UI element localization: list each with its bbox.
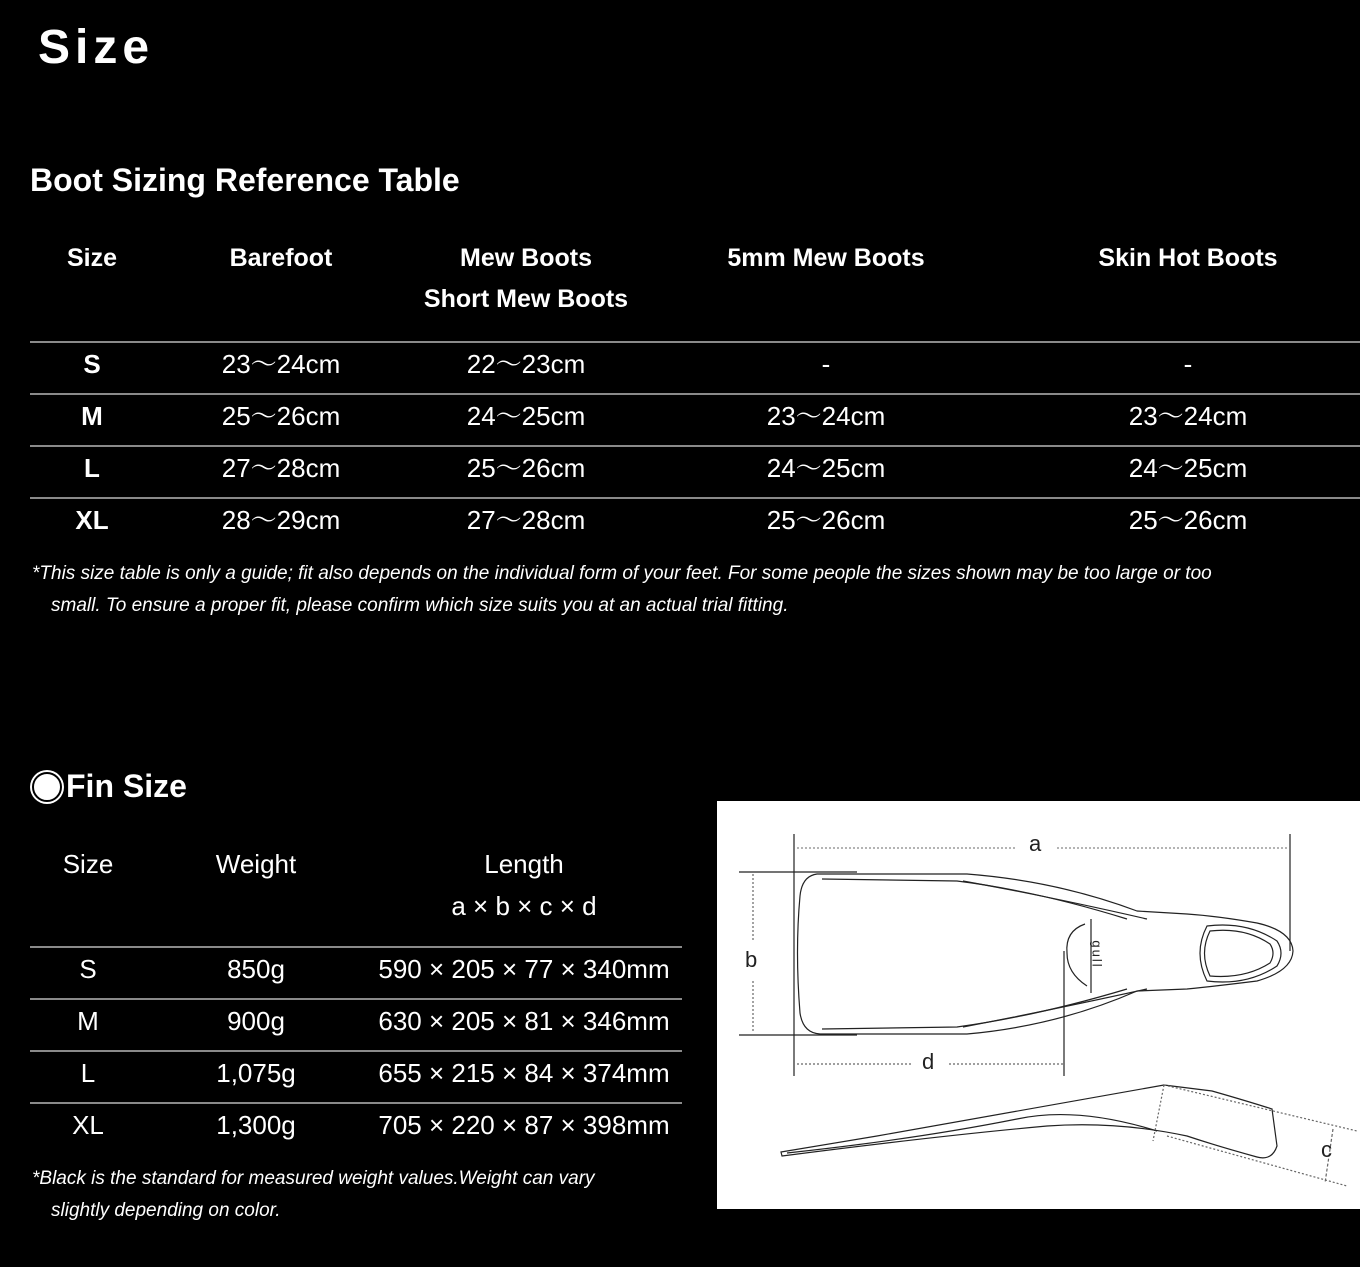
- header-line: Mew Boots: [460, 244, 592, 272]
- dim-label-c: c: [1321, 1137, 1332, 1162]
- fin-rib-bottom: [822, 989, 1127, 1029]
- fin-size-title-text: Fin Size: [66, 768, 187, 804]
- cell-length: 705 × 220 × 87 × 398mm: [378, 1110, 670, 1140]
- fin-header-length: [451, 843, 596, 927]
- header-line-2: a × b × c × d: [451, 891, 597, 921]
- cell-mew-boots: 24～25cm: [466, 401, 586, 431]
- table-rule: [30, 946, 682, 948]
- header-line: Length: [484, 849, 564, 879]
- boot-note-line2: small. To ensure a proper fit, please confirm which size suits you at an actual trial fitting.: [51, 595, 789, 616]
- cell-size: S: [83, 349, 101, 379]
- dim-c-top: [1164, 1085, 1357, 1131]
- cell-length: 630 × 205 × 81 × 346mm: [378, 1006, 670, 1036]
- header-line: Skin Hot Boots: [1098, 244, 1278, 272]
- fin-side-view: [781, 1085, 1277, 1158]
- header-line: 5mm Mew Boots: [727, 244, 925, 272]
- cell-barefoot: 25～26cm: [221, 401, 341, 431]
- boot-header-skin-hot-boots: [1098, 238, 1277, 279]
- fin-rib-top: [822, 879, 1127, 919]
- table-rule: [30, 497, 1360, 499]
- fin-shield: [1067, 924, 1087, 986]
- boot-header-5mm-mew-boots: [727, 238, 924, 279]
- cell-weight: 900g: [227, 1006, 285, 1036]
- header-line: Weight: [215, 849, 297, 879]
- cell-5mm-mew-boots: 23～24cm: [766, 401, 886, 431]
- cell-weight: 850g: [227, 954, 285, 984]
- fin-header-weight: [216, 843, 296, 885]
- cell-size: L: [80, 1058, 96, 1088]
- boot-header-barefoot: [230, 238, 333, 279]
- dim-label-b: b: [745, 947, 758, 972]
- cell-skin-hot-boots: 23～24cm: [1128, 401, 1248, 431]
- cell-mew-boots: 22～23cm: [466, 349, 586, 379]
- cell-barefoot: 23～24cm: [221, 349, 341, 379]
- page-title: Size: [38, 21, 155, 74]
- dim-c-bottom: [1167, 1136, 1347, 1186]
- cell-size: L: [84, 453, 100, 483]
- dim-label-d: d: [922, 1049, 935, 1074]
- cell-skin-hot-boots: 25～26cm: [1128, 505, 1248, 535]
- cell-5mm-mew-boots: -: [821, 349, 831, 379]
- bullet-circle-icon: [32, 772, 62, 802]
- boot-header-mew-boots: [424, 238, 628, 320]
- table-rule: [30, 445, 1360, 447]
- fin-drawing: [717, 801, 1360, 1209]
- cell-5mm-mew-boots: 25～26cm: [766, 505, 886, 535]
- fin-outline: [798, 874, 1294, 1034]
- fin-header-size: [63, 843, 114, 885]
- boot-header-size: [67, 238, 117, 279]
- foot-pocket-inner: [1205, 930, 1274, 976]
- cell-5mm-mew-boots: 24～25cm: [766, 453, 886, 483]
- cell-length: 655 × 215 × 84 × 374mm: [378, 1058, 670, 1088]
- boot-note-line1: *This size table is only a guide; fit also depends on the individual form of your feet. For some people the sizes shown may be too large or too: [32, 563, 1212, 584]
- dim-c-heel: [1153, 1085, 1164, 1141]
- cell-weight: 1,075g: [216, 1058, 296, 1088]
- cell-length: 590 × 205 × 77 × 340mm: [378, 954, 670, 984]
- fin-size-title: [32, 768, 187, 805]
- cell-size: S: [79, 954, 97, 984]
- cell-size: XL: [75, 505, 109, 535]
- table-rule: [30, 341, 1360, 343]
- cell-weight: 1,300g: [216, 1110, 296, 1140]
- cell-barefoot: 28～29cm: [221, 505, 341, 535]
- fin-note-line1: *Black is the standard for measured weight values.Weight can vary: [32, 1168, 595, 1189]
- table-rule: [30, 393, 1360, 395]
- boot-table-title: Boot Sizing Reference Table: [30, 162, 460, 198]
- table-rule: [30, 1050, 682, 1052]
- fin-dimension-diagram: [717, 801, 1360, 1209]
- brand-logo: gull: [1089, 940, 1105, 969]
- cell-size: M: [77, 1006, 99, 1036]
- header-line: Size: [62, 849, 114, 879]
- dim-label-a: a: [1029, 831, 1042, 856]
- table-rule: [30, 1102, 682, 1104]
- cell-barefoot: 27～28cm: [221, 453, 341, 483]
- header-line: Barefoot: [229, 244, 333, 272]
- foot-pocket: [1200, 925, 1281, 982]
- cell-size: XL: [72, 1110, 104, 1140]
- header-line-2: Short Mew Boots: [423, 285, 629, 313]
- fin-note-line2: slightly depending on color.: [51, 1200, 281, 1221]
- cell-mew-boots: 25～26cm: [466, 453, 586, 483]
- cell-skin-hot-boots: 24～25cm: [1128, 453, 1248, 483]
- header-line: Size: [66, 244, 118, 272]
- table-rule: [30, 998, 682, 1000]
- cell-size: M: [81, 401, 103, 431]
- cell-skin-hot-boots: -: [1183, 349, 1193, 379]
- cell-mew-boots: 27～28cm: [466, 505, 586, 535]
